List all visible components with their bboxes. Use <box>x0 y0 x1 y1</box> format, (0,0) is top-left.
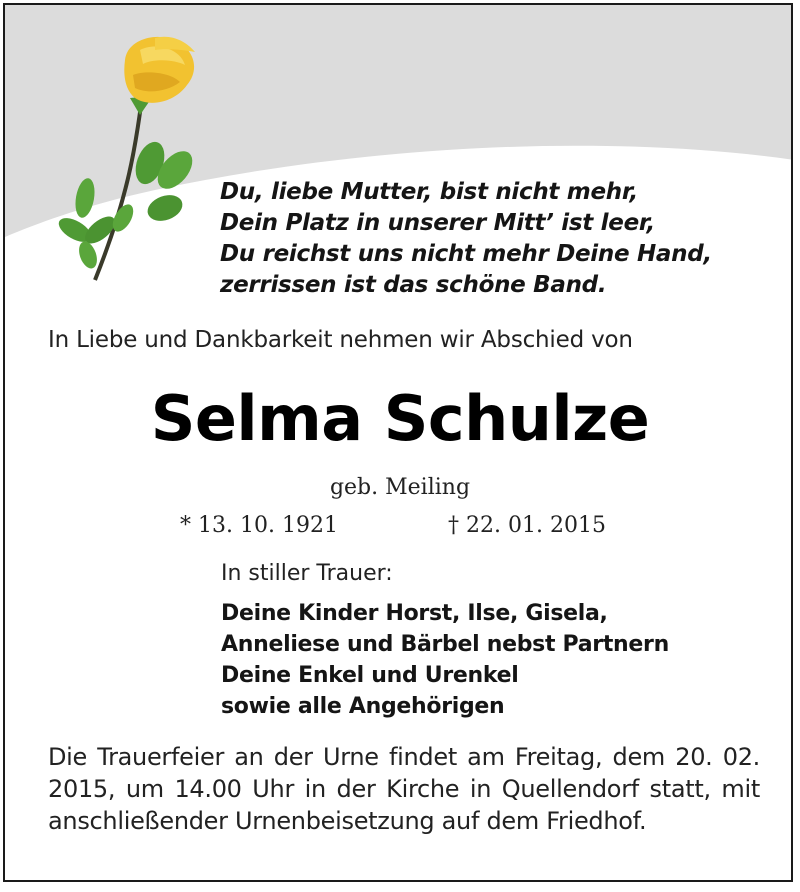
poem-line: Dein Platz in unserer Mitt’ ist leer, <box>220 210 655 236</box>
rose-icon <box>55 30 205 290</box>
mourning-label: In stiller Trauer: <box>221 561 393 586</box>
birth-name: geb. Meiling <box>329 475 471 500</box>
family-list <box>221 598 669 722</box>
poem-line: zerrissen ist das schöne Band. <box>220 272 607 298</box>
death-date: † 22. 01. 2015 <box>448 513 606 538</box>
family-line: Deine Enkel und Urenkel <box>221 663 519 688</box>
poem-line: Du, liebe Mutter, bist nicht mehr, <box>220 179 638 205</box>
ceremony-details: Die Trauerfeier an der Urne findet am Freitag, dem 20. 02. 2015, um 14.00 Uhr in der Kirche in Quellendorf statt, mit anschließender Urnenbeisetzung auf dem Friedhof. <box>48 743 760 835</box>
poem <box>220 177 712 301</box>
farewell-intro: In Liebe und Dankbarkeit nehmen wir Abschied von <box>48 327 633 353</box>
deceased-name: Selma Schulze <box>150 382 650 455</box>
obituary-notice <box>3 3 793 882</box>
family-line: sowie alle Angehörigen <box>221 694 505 719</box>
birth-date: * 13. 10. 1921 <box>180 513 338 538</box>
family-line: Deine Kinder Horst, Ilse, Gisela, <box>221 601 608 626</box>
family-line: Anneliese und Bärbel nebst Partnern <box>221 632 669 657</box>
poem-line: Du reichst uns nicht mehr Deine Hand, <box>220 241 712 267</box>
